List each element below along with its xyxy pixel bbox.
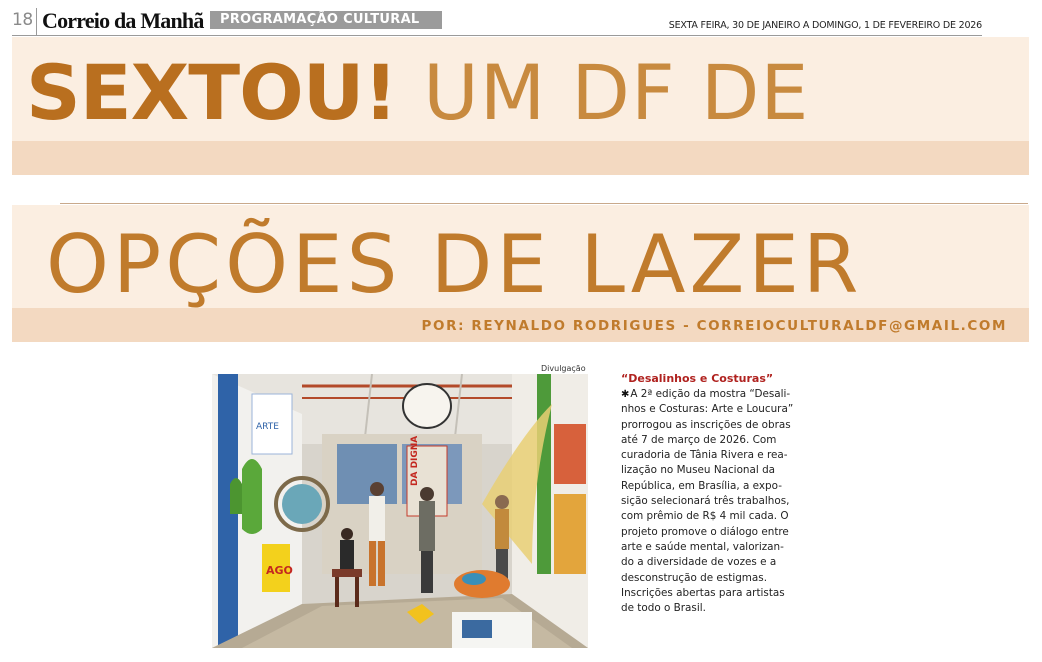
article-line: desconstrução de estigmas. <box>621 571 768 584</box>
headline-bold: SEXTOU! <box>26 48 398 137</box>
exhibition-photo-illustration <box>212 374 588 648</box>
page-header <box>12 8 982 36</box>
headline-line-2: OPÇÕES DE LAZER <box>46 218 863 311</box>
newspaper-name: Correio da Manhã <box>42 8 204 33</box>
star-bullet-icon: ✱ <box>621 389 630 400</box>
article-line: curadoria de Tânia Rivera e rea- <box>621 449 788 462</box>
byline: POR: REYNALDO RODRIGUES - CORREIOCULTURALDF@GMAIL.COM <box>421 318 1007 334</box>
headline-stripe <box>12 141 1029 175</box>
headline-divider <box>60 203 1028 204</box>
article-line: com prêmio de R$ 4 mil cada. O <box>621 510 789 523</box>
header-divider <box>36 8 37 36</box>
article-title: “Desalinhos e Costuras” <box>621 372 774 385</box>
article-line: projeto promove o diálogo entre <box>621 525 789 538</box>
headline-line-1 <box>26 45 809 141</box>
article-line: até 7 de março de 2026. Com <box>621 433 777 446</box>
article-line: República, em Brasília, a expo- <box>621 479 782 492</box>
svg-text:ARTE: ARTE <box>256 422 279 432</box>
article-line: sição selecionará três trabalhos, <box>621 495 790 508</box>
article-line-text: A 2ª edição da mostra “Desali- <box>630 388 791 400</box>
headline-band-top <box>12 37 1029 175</box>
article <box>621 372 807 616</box>
article-line: prorrogou as inscrições de obras <box>621 418 791 431</box>
article-line: do a diversidade de vozes e a <box>621 556 777 569</box>
exhibition-photo <box>212 374 588 648</box>
photo-credit: Divulgação <box>541 364 586 373</box>
section-label: PROGRAMAÇÃO CULTURAL <box>210 11 442 29</box>
headline-light: UM DF DE <box>423 48 810 137</box>
article-body <box>621 387 807 616</box>
svg-text:AGO: AGO <box>266 564 293 577</box>
article-line: Inscrições abertas para artistas <box>621 586 785 599</box>
article-line: nhos e Costuras: Arte e Loucura” <box>621 403 794 416</box>
article-line: arte e saúde mental, valorizan- <box>621 540 784 553</box>
page-number: 18 <box>12 10 33 30</box>
article-line: de todo o Brasil. <box>621 602 706 615</box>
headline-band-bottom <box>12 205 1029 342</box>
article-line: lização no Museu Nacional da <box>621 464 776 477</box>
article-line <box>621 387 807 402</box>
issue-date: SEXTA FEIRA, 30 DE JANEIRO A DOMINGO, 1 DE FEVEREIRO DE 2026 <box>668 20 982 31</box>
photo-sign-text: DA DIGNA <box>410 435 420 486</box>
